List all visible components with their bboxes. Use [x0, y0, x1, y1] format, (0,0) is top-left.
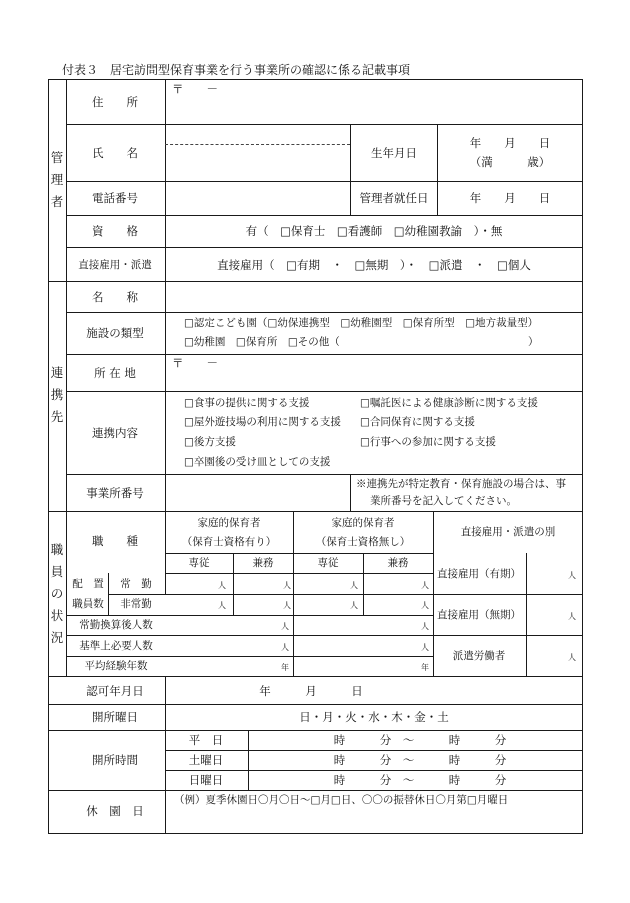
sunday-time-value[interactable]: 時 分 ～ 時 分 [333, 773, 507, 787]
label-employment: 直接雇用・派遣 [78, 259, 152, 271]
label-direct-fixed: 直接雇用（有期） [437, 568, 521, 580]
border-right [582, 79, 583, 834]
divider-hours [48, 790, 583, 791]
label-birth: 生年月日 [371, 146, 417, 160]
label-weekday: 平 日 [188, 733, 224, 747]
weekday-time-value[interactable]: 時 分 ～ 時 分 [333, 733, 507, 747]
content-item[interactable]: □行事への参加に関する支援 [360, 436, 496, 448]
age-value[interactable]: （満 歳） [469, 155, 551, 169]
content-item[interactable]: □屋外遊技場の利用に関する支援 [184, 416, 341, 428]
label-regular: 常 勤 [120, 578, 152, 590]
label-open-hours: 開所時間 [92, 753, 138, 767]
saturday-time-value[interactable]: 時 分 ～ 時 分 [333, 753, 507, 767]
concurrent-2: 兼務 [387, 557, 409, 569]
border-bottom [48, 833, 583, 834]
border-left [48, 79, 49, 834]
birth-date-value[interactable]: 年 月 日 [469, 136, 551, 150]
section-manager: 管理者 [50, 150, 64, 209]
divider-staff [48, 676, 583, 677]
holiday-example[interactable]: （例）夏季休園日〇月〇日～□月□日、〇〇の振替休日〇月第□月曜日 [174, 794, 509, 806]
facility-type-line1[interactable]: □認定こども園（□幼保連携型 □幼稚園型 □保育所型 □地方裁量型） [184, 317, 539, 329]
employment-options[interactable]: 直接雇用（ □有期 ・ □無期 ）・ □派遣 ・ □個人 [217, 258, 531, 272]
office-number-note: ※連携先が特定教育・保育施設の場合は、事 [356, 478, 566, 490]
label-name: 氏 名 [92, 146, 138, 160]
label-holidays: 休 園 日 [86, 804, 144, 818]
label-nonregular: 非常勤 [120, 598, 152, 610]
label-qualification: 資 格 [92, 224, 138, 238]
label-phone: 電話番号 [92, 191, 138, 205]
label-location: 所 在 地 [94, 366, 136, 380]
appoint-date-value[interactable]: 年 月 日 [469, 191, 551, 205]
border-top [48, 79, 583, 80]
divider-partner [48, 511, 583, 512]
label-content: 連携内容 [92, 426, 138, 440]
label-address: 住 所 [92, 95, 138, 109]
divider-approval [48, 704, 583, 705]
office-number-note: 業所番号を記入してください。 [370, 495, 517, 507]
label-fte: 常勤換算後人数 [79, 619, 153, 631]
partner-postal[interactable]: 〒 － [172, 356, 218, 370]
section-col-line [66, 79, 67, 511]
divider-manager [48, 281, 583, 282]
content-item[interactable]: □嘱託医による健康診断に関する支援 [360, 397, 538, 409]
label-facility-type: 施設の類型 [86, 326, 144, 340]
col2-sub: （保育士資格無し） [315, 536, 411, 548]
label-saturday: 土曜日 [188, 753, 224, 767]
col3-title: 直接雇用・派遣の別 [460, 526, 556, 538]
col1-title: 家庭的保育者 [197, 517, 261, 529]
label-dispatch: 派遣労働者 [452, 650, 506, 662]
fulltime-2: 専従 [317, 557, 339, 569]
approval-date-value[interactable]: 年 月 日 [259, 684, 363, 698]
content-item[interactable]: □後方支援 [184, 436, 236, 448]
page-title: 付表３ 居宅訪問型保育事業を行う事業所の確認に係る記載事項 [62, 63, 411, 77]
content-item[interactable]: □合同保育に関する支援 [360, 416, 475, 428]
content-item[interactable]: □卒園後の受け皿としての支援 [184, 456, 331, 468]
manager-postal[interactable]: 〒 － [172, 82, 218, 96]
label-sunday: 日曜日 [188, 773, 224, 787]
label-appoint: 管理者就任日 [359, 191, 429, 205]
divider-days [48, 730, 583, 731]
fulltime-1: 専従 [188, 557, 210, 569]
section-partner: 連携先 [50, 365, 64, 424]
facility-type-line2[interactable]: □幼稚園 □保育所 □その他（ [184, 336, 340, 348]
label-placement: 配 置 [72, 578, 104, 590]
facility-type-close: ） [528, 336, 539, 348]
section-staff: 職員の状況 [50, 542, 64, 645]
open-days-value[interactable]: 日・月・火・水・木・金・土 [299, 710, 449, 724]
label-avg-experience: 平均経験年数 [84, 660, 148, 672]
qualification-options[interactable]: 有（ □保育士 □看護師 □幼稚園教諭 ）・無 [245, 224, 503, 238]
label-open-days: 開所曜日 [92, 710, 138, 724]
label-partner-name: 名 称 [92, 290, 138, 304]
label-approval-date: 認可年月日 [86, 684, 144, 698]
form-table: 管理者 住 所 〒 － 氏 名 生年月日 年 月 日 （満 歳） 電話番号 管理者就任日 年 月 日 資 格 有（ □保育士 □看護師 □幼稚園教諭 ）・無 直接雇用・派遣 直接雇用（ □有期 ・ □無期 ）・ □派遣 ・ □個人 連携先 名 称 施設の類型 □認定こども園（□幼保連携型 □幼稚園型 □保育所型 □地方裁量型） □幼稚園 □保育所 □その他（ ） 所 在 地 〒 － 連携内容 □食事の提供に関する支援 □嘱託医による健康診断に関する支援 □屋外遊技場の利用に関する支援 □合同保育に関する支援 □後方支援 □行事への参加に関する支援 □卒園後の受け皿としての支援 事業所番号 ※連携先が特定教育・保育施設の場合は、事 業所番号を記入してください。 職員の状況 職 種 家庭的保育者 （保育士資格有り） 家庭的保育者 （保育士資格無し） 直接雇用・派遣の別 専従 兼務 専従 兼務 配 置 職員数 常 勤 非常勤 人 人 人 人 人 人 人 人 常勤換算後人数 基準上必要人数 平均経験年数 人 人 人 人 年 年 直接雇用（有期） 直接雇用（無期） 派遣労働者 人 人 人 認可年月日 年 月 日 開所曜日 日・月・火・水・木・金・土 開所時間 平 日 土曜日 日曜日 時 分 ～ 時 分 時 分 ～ 時 分 時 分 ～ 時 分 休 園 日 （例）夏季休園日〇月〇日～□月□日、〇〇の振替休日〇月第□月曜日 [48, 79, 583, 834]
label-office-number: 事業所番号 [86, 486, 144, 500]
concurrent-1: 兼務 [252, 557, 274, 569]
col1-sub: （保育士資格有り） [181, 536, 277, 548]
col2-title: 家庭的保育者 [331, 517, 395, 529]
label-job: 職 種 [92, 534, 138, 548]
label-required: 基準上必要人数 [79, 640, 153, 652]
label-direct-indefinite: 直接雇用（無期） [437, 609, 521, 621]
label-staff-count: 職員数 [72, 598, 104, 610]
content-item[interactable]: □食事の提供に関する支援 [184, 397, 310, 409]
